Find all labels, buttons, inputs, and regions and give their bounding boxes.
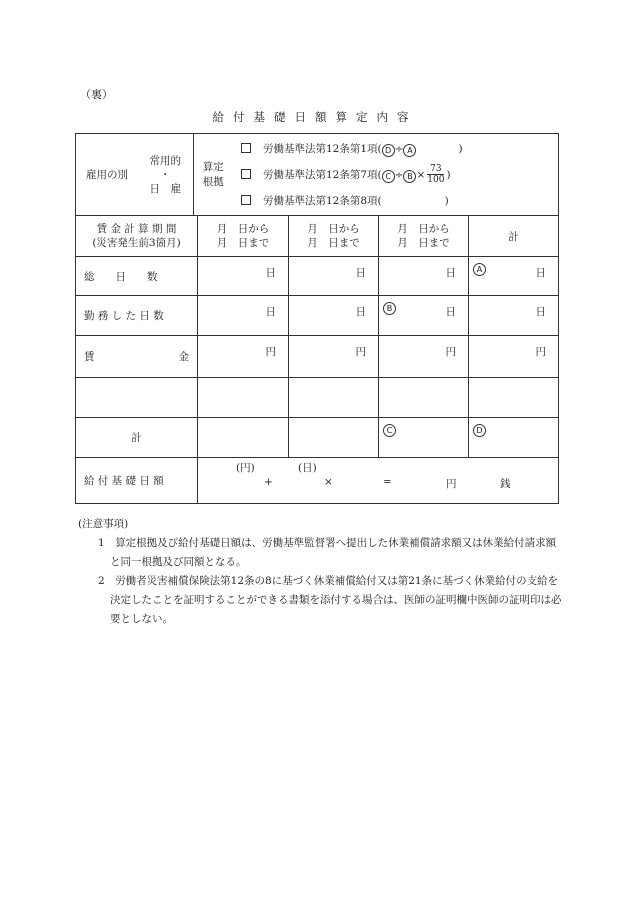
employment-type [138,134,193,215]
mark-b-icon: B [403,170,416,183]
period-total-header: 計 [469,216,559,257]
employment-label: 雇用の別 [86,169,128,181]
basis-option-3: 労働基準法第12条第8項( ) [241,188,558,214]
mark-a-icon: A [473,263,486,276]
total-days-col-3[interactable]: 日 [379,257,469,296]
basis-option-2: 労働基準法第12条第7項( C ÷ B × $\frac{73}{100}$ ) [241,162,558,188]
employment-row [76,134,559,216]
wage-col-1[interactable]: 円 [198,336,289,378]
notes [78,515,563,629]
work-days-col-2[interactable]: 日 [289,296,379,336]
mark-c-icon: C [383,424,396,437]
period-col-3: 月 日から 月 日まで [379,216,469,257]
wage-col-2[interactable]: 円 [289,336,379,378]
mark-d-icon: D [382,144,395,157]
wage-col-3[interactable]: 円 [379,336,469,378]
sum-col-2[interactable] [289,418,379,458]
blank-col-2[interactable] [289,378,379,418]
period-header: 賃 金 計 算 期 間 (災害発生前3箇月) [76,216,198,257]
base-amount-label: 給 付 基 礎 日 額 [76,458,198,504]
checkbox-3[interactable] [241,195,251,205]
type-separator: ・ [160,168,171,181]
wage-total[interactable]: 円 [469,336,559,378]
work-days-col-3[interactable]: B 日 [379,296,469,336]
type-daily: 日 雇 [149,182,181,195]
type-regular: 常用的 [149,154,181,167]
mark-a-icon: A [403,144,416,157]
basis-options [233,134,558,215]
blank-total[interactable] [469,378,559,418]
total-days-total[interactable]: A 日 [469,257,559,296]
mark-d-icon: D [473,424,486,437]
note-item-2: 2 労働者災害補償保険法第12条の8に基づく休業補償給付又は第21条に基づく休業給付の支給を決定したことを証明することができる書類を添付する場合は、医師の証明欄中医師の証明印は必要としない。 [98,575,562,625]
total-days-col-1[interactable]: 日 [198,257,289,296]
sum-col-1[interactable] [198,418,289,458]
fraction-73-100: $\frac{73}{100}$ [427,164,445,185]
back-side-label: （裏） [80,88,113,101]
blank-col-1[interactable] [198,378,289,418]
period-col-1: 月 日から 月 日まで [198,216,289,257]
work-days-col-1[interactable]: 日 [198,296,289,336]
work-days-label: 勤 務 し た 日 数 [76,296,198,336]
basis-label: 算定 根拠 [202,160,224,188]
mark-c-icon: C [382,170,395,183]
work-days-total[interactable]: 日 [469,296,559,336]
sum-col-3[interactable] [379,418,469,458]
notes-heading: (注意事項) [78,518,129,530]
checkbox-2[interactable] [241,169,251,179]
blank-label [76,378,198,418]
note-item-1: 1 算定根拠及び給付基礎日額は、労働基準監督署へ提出した休業補償請求額又は休業給付請求額と同一根拠及び同額となる。 [98,537,557,568]
base-amount-formula[interactable]: (円) (日) + × = 円 銭 [198,458,559,504]
blank-col-3[interactable] [379,378,469,418]
checkbox-1[interactable] [241,143,251,153]
period-col-2: 月 日から 月 日まで [289,216,379,257]
basis-option-1: 労働基準法第12条第1項( D ÷ A ) [241,136,558,162]
mark-b-icon: B [383,302,396,315]
calculation-table [75,133,559,504]
form-title: 給付基礎日額算定内容 [212,110,418,124]
wage-label: 賃 金 [76,336,198,378]
sum-total[interactable] [469,418,559,458]
total-days-col-2[interactable]: 日 [289,257,379,296]
total-days-label: 総 日 数 [76,257,198,296]
sum-label: 計 [76,418,198,458]
